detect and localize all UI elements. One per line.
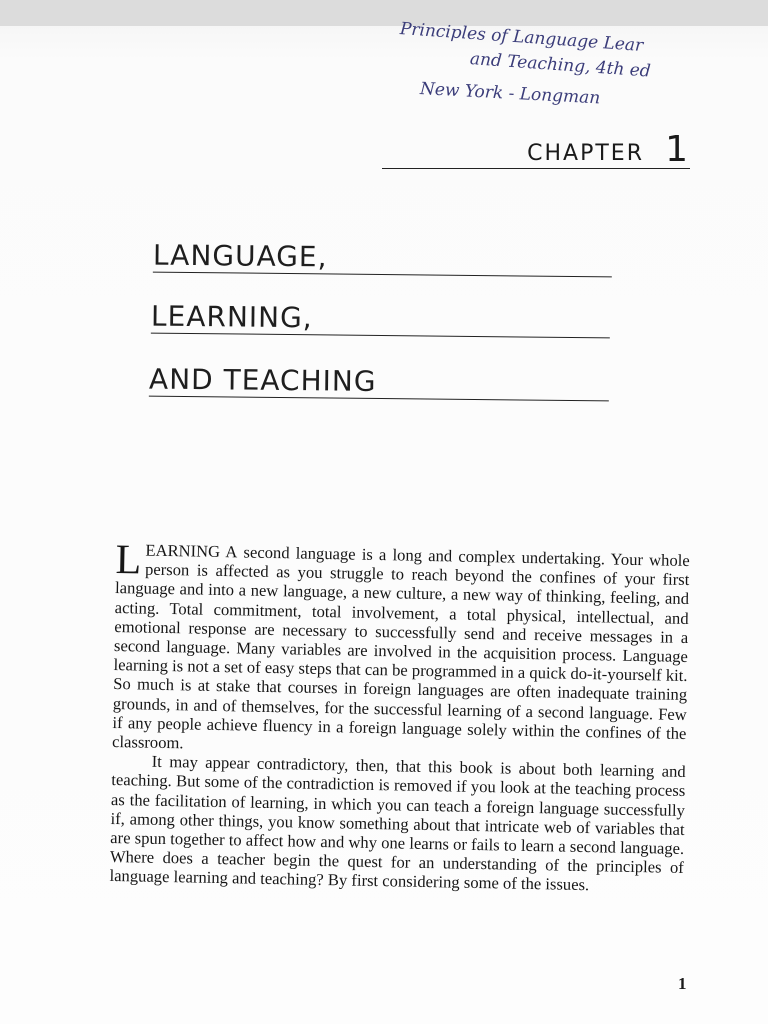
- lead-in-smallcaps: EARNING A: [145, 540, 238, 562]
- drop-cap: L: [115, 537, 142, 584]
- chapter-title-line-2: LEARNING,: [151, 301, 610, 339]
- handwritten-line: New York - Longman: [419, 79, 601, 109]
- chapter-heading: [382, 128, 690, 169]
- page-number: 1: [678, 974, 687, 993]
- chapter-title-line-1: LANGUAGE,: [153, 240, 612, 278]
- chapter-number: 1: [665, 129, 688, 170]
- chapter-label: CHAPTER: [527, 141, 644, 166]
- paragraph-2: It may appear contradictory, then, that this book is about both learning and teaching. But some of the contradiction is removed if you look at the teaching process as the facilitation of learning, in which you can teach a foreign language successfully if, among other things, you know something about that intricate web of variables that are spun together to affect how and why one learns or fails to learn a second language. Where does a teacher begin the quest for an understanding of the principles of language learning and teaching? By first considering some of the issues.: [109, 751, 686, 895]
- handwritten-line: and Teaching, 4th ed: [469, 49, 652, 82]
- body-text: [109, 537, 690, 897]
- chapter-title-line-3: AND TEACHING: [149, 364, 609, 402]
- paragraph-1-text: second language is a long and complex undertaking. Your whole person is affected as you struggle to reach beyond the confines of your first language and into a new language, a new culture, a new way of thinking, feeling, and acting. Total commitment, total involvement, a total physical, intellectual, and emotional response are necessary to successfully send and receive messages in a second language. Many variables are involved in the acquisition process. Language learning is not a set of easy steps that can be programmed in a quick do-it-yourself kit. So much is at stake that courses in foreign languages are often inadequate training grounds, in and of themselves, for the successful learning of a second language. Few if any people achieve fluency in a foreign language solely within the confines of the classroom.: [111, 542, 690, 753]
- paragraph-1: [111, 537, 690, 762]
- handwritten-citation-note: [380, 14, 768, 109]
- handwritten-line: Principles of Language Lear: [399, 19, 644, 56]
